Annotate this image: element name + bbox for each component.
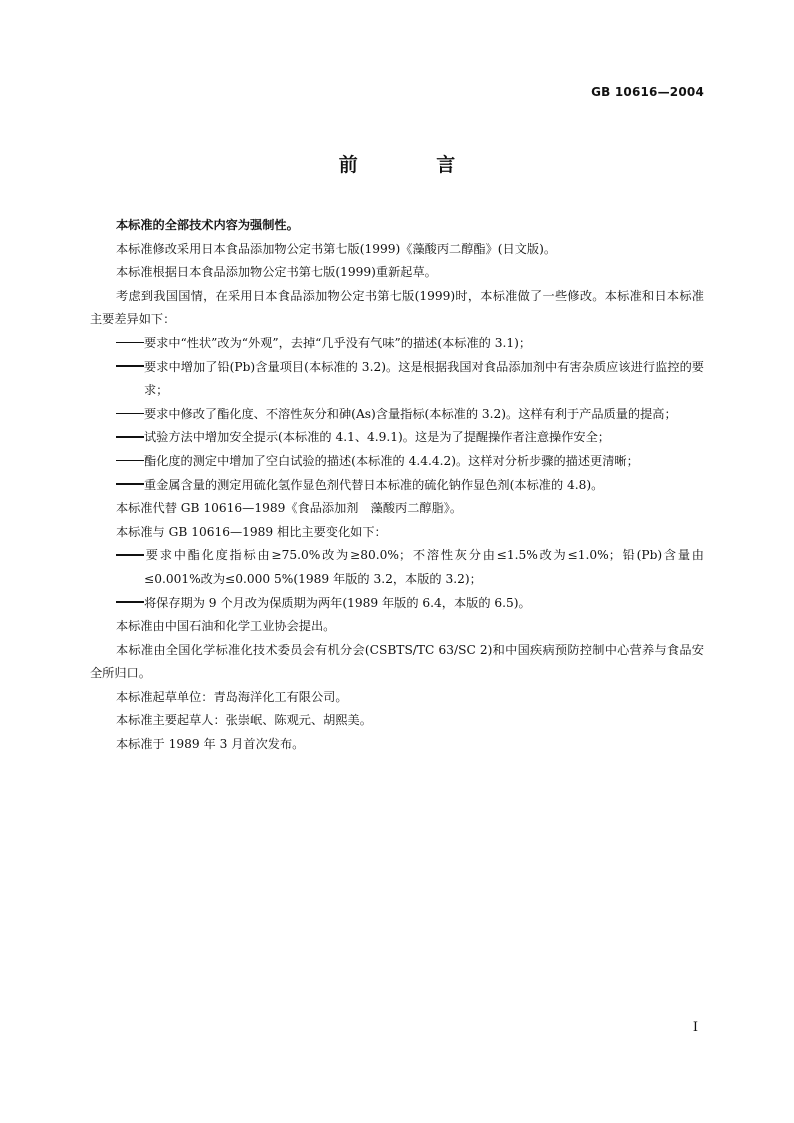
document-body — [90, 214, 704, 757]
list-item: 要求中修改了酯化度、不溶性灰分和砷(As)含量指标(本标准的 3.2)。这样有利于产品质量的提高； — [90, 403, 704, 427]
list-item: 要求中增加了铅(Pb)含量项目(本标准的 3.2)。这是根据我国对食品添加剂中有害杂质应该进行监控的要求； — [90, 356, 704, 403]
paragraph: 考虑到我国国情，在采用日本食品添加物公定书第七版(1999)时，本标准做了一些修改。本标准和日本标准主要差异如下： — [90, 288, 704, 327]
dash-marker — [116, 460, 144, 462]
paragraph: 本标准由全国化学标准化技术委员会有机分会(CSBTS/TC 63/SC 2)和中国疾病预防控制中心营养与食品安全所归口。 — [90, 642, 704, 681]
list-item: 要求中酯化度指标由≥75.0%改为≥80.0%；不溶性灰分由≤1.5%改为≤1.0%；铅(Pb)含量由≤0.001%改为≤0.000 5%(1989 年版的 3.2，本版的 3.2)； — [90, 544, 704, 591]
list-item: 试验方法中增加安全提示(本标准的 4.1、4.9.1)。这是为了提醒操作者注意操作安全； — [90, 426, 704, 450]
paragraph: 本标准与 GB 10616—1989 相比主要变化如下： — [116, 524, 387, 539]
page-title: 前 言 — [338, 154, 492, 176]
paragraph: 本标准于 1989 年 3 月首次发布。 — [116, 737, 305, 752]
list-item: 将保存期为 9 个月改为保质期为两年(1989 年版的 6.4，本版的 6.5)。 — [90, 592, 704, 616]
paragraph: 本标准起草单位：青岛海洋化工有限公司。 — [116, 689, 348, 704]
list-item: 酯化度的测定中增加了空白试验的描述(本标准的 4.4.4.2)。这样对分析步骤的描述更清晰； — [90, 450, 704, 474]
list-item: 要求中“性状”改为“外观”，去掉“几乎没有气味”的描述(本标准的 3.1)； — [90, 332, 704, 356]
standard-code: GB 10616—2004 — [591, 85, 704, 99]
dash-marker — [116, 436, 144, 438]
paragraph-mandatory: 本标准的全部技术内容为强制性。 — [116, 218, 299, 232]
list-item: 重金属含量的测定用硫化氢作显色剂代替日本标准的硫化钠作显色剂(本标准的 4.8)。 — [90, 474, 704, 498]
paragraph: 本标准由中国石油和化学工业协会提出。 — [116, 619, 336, 634]
dash-marker — [116, 601, 144, 603]
dash-marker — [116, 342, 144, 344]
paragraph: 本标准根据日本食品添加物公定书第七版(1999)重新起草。 — [116, 265, 437, 280]
paragraph: 本标准修改采用日本食品添加物公定书第七版(1999)《藻酸丙二醇酯》(日文版)。 — [116, 241, 557, 256]
paragraph: 本标准代替 GB 10616—1989《食品添加剂 藻酸丙二醇脂》。 — [116, 501, 463, 516]
dash-marker — [116, 413, 144, 415]
dash-marker — [116, 554, 144, 556]
dash-marker — [116, 483, 144, 485]
paragraph: 本标准主要起草人：张崇岷、陈观元、胡熙美。 — [116, 713, 372, 728]
dash-marker — [116, 365, 144, 367]
page-number: I — [692, 1020, 698, 1035]
